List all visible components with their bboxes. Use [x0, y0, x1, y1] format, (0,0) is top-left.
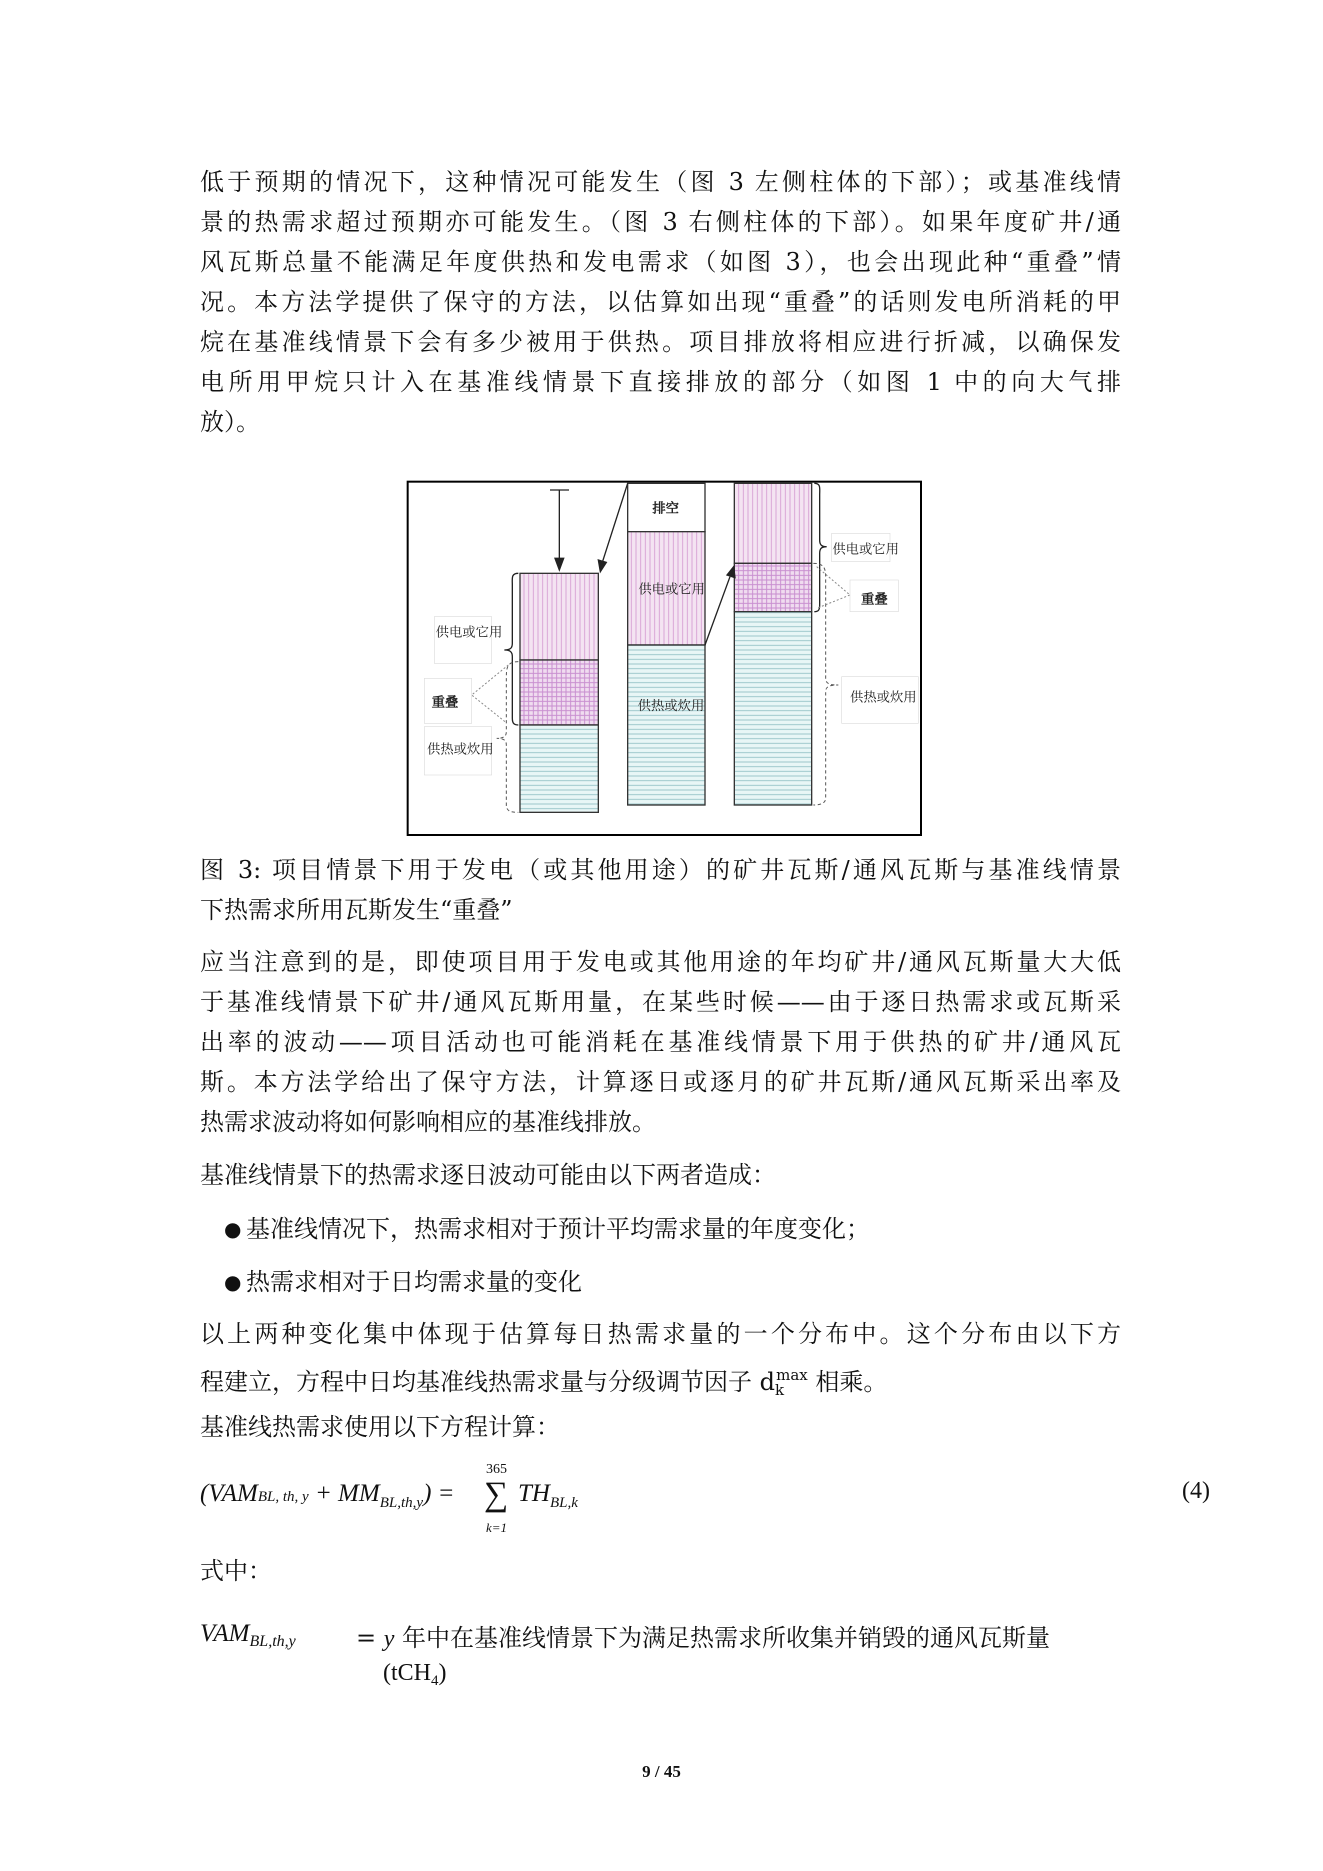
text-line: 烷在基准线情景下会有多少被用于供热。项目排放将相应进行折减，以确保发	[200, 328, 1121, 356]
text-line: 于基准线情景下矿井/通风瓦斯用量，在某些时候——由于逐日热需求或瓦斯采	[200, 988, 1121, 1016]
label-heat-right: 供热或炊用	[850, 690, 917, 706]
caption-line: 图 3: 项目情景下用于发电（或其他用途）的矿井瓦斯/通风瓦斯与基准线情景	[200, 856, 1121, 884]
bullet-text: 基准线情况下，热需求相对于预计平均需求量的年度变化；	[246, 1215, 870, 1243]
bullet-text: 热需求相对于日均需求量的变化	[246, 1268, 582, 1296]
equation-number: (4)	[1182, 1478, 1210, 1504]
text-line: 程建立，方程中日均基准线热需求量与分级调节因子 $d_k^{max}$ 相乘。	[200, 1366, 888, 1399]
label-power-left: 供电或它用	[435, 625, 503, 641]
bullet-item	[224, 1262, 582, 1302]
figure-3-diagram	[230, 475, 1100, 840]
column-left	[520, 573, 598, 812]
sum-symbol: ∑	[484, 1476, 509, 1513]
page-number: 9 / 45	[642, 1762, 681, 1781]
caption-line: 下热需求所用瓦斯发生“重叠”	[200, 896, 513, 924]
text-line: 应当注意到的是，即使项目用于发电或其他用途的年均矿井/通风瓦斯量大大低	[200, 948, 1121, 976]
label-heat-left: 供热或炊用	[427, 742, 494, 758]
text-line: 斯。本方法学给出了保守方法，计算逐日或逐月的矿井瓦斯/通风瓦斯采出率及	[200, 1068, 1121, 1096]
text-line: 出率的波动——项目活动也可能消耗在基准线情景下用于供热的矿井/通风瓦	[200, 1028, 1121, 1056]
label-power-middle: 供电或它用	[638, 582, 705, 598]
label-overlap-right: 重叠	[861, 592, 888, 608]
column-right	[734, 483, 811, 805]
label-vent: 排空	[652, 501, 679, 517]
paragraph-3: 基准线情景下的热需求逐日波动可能由以下两者造成：	[200, 1161, 776, 1189]
text-line: 放）。	[200, 408, 260, 436]
label-power-right: 供电或它用	[832, 542, 899, 558]
bullet-icon: ●	[224, 1217, 242, 1241]
label-heat-middle: 供热或炊用	[637, 699, 705, 714]
text-line: 景的热需求超过预期亦可能发生。（图 3 右侧柱体的下部）。如果年度矿井/通	[200, 208, 1121, 236]
bullet-icon: ●	[224, 1270, 242, 1294]
text-line: 以上两种变化集中体现于估算每日热需求量的一个分布中。这个分布由以下方	[200, 1320, 1121, 1348]
text-line: 低于预期的情况下，这种情况可能发生（图 3 左侧柱体的下部）；或基准线情	[200, 168, 1121, 196]
where-label: 式中：	[200, 1557, 272, 1585]
text-line: 风瓦斯总量不能满足年度供热和发电需求（如图 3），也会出现此种“重叠”情	[200, 248, 1121, 276]
bullet-item	[224, 1209, 870, 1249]
paragraph-5: 基准线热需求使用以下方程计算：	[200, 1413, 560, 1441]
text-line: 况。本方法学提供了保守的方法，以估算如出现“重叠”的话则发电所消耗的甲	[200, 288, 1121, 316]
text-line: 电所用甲烷只计入在基准线情景下直接排放的部分（如图 1 中的向大气排	[200, 368, 1121, 396]
text-line: 热需求波动将如何影响相应的基准线排放。	[200, 1108, 656, 1136]
label-overlap-left: 重叠	[431, 695, 459, 711]
column-middle	[628, 483, 705, 805]
